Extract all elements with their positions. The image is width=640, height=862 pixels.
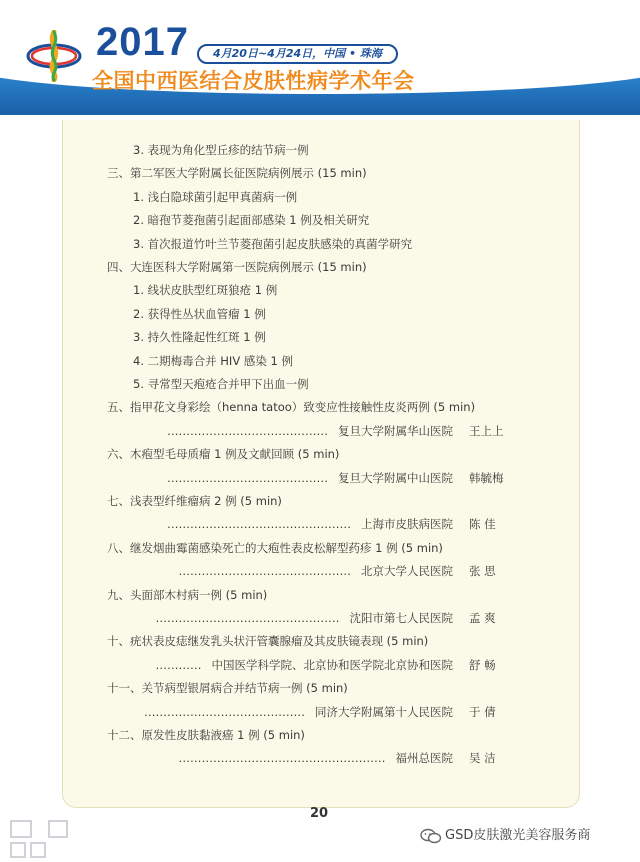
conference-title: 全国中西医结合皮肤性病学术年会 <box>92 69 415 93</box>
section-heading: 四、大连医科大学附属第一医院病例展示 (15 min) <box>107 260 367 274</box>
talk-speaker: 舒 畅 <box>469 657 496 672</box>
talk-attribution <box>167 468 515 488</box>
wechat-icon <box>420 828 442 844</box>
talk-title: 八、继发烟曲霉菌感染死亡的大疱性表皮松解型药疹 1 例 (5 min) <box>107 540 443 555</box>
conference-date-place: 4月20日~4月24日，中国 • 珠海 <box>197 44 398 64</box>
talk-dots: ………… <box>155 657 202 672</box>
talk-dots: ………………………………………… <box>155 611 340 625</box>
decorative-squares <box>8 818 72 862</box>
talk-affiliation: 中国医学科学院、北京协和医学院北京协和医院 <box>211 657 453 672</box>
talk-title: 九、头面部木村病一例 (5 min) <box>107 587 268 602</box>
case-item: 3. 首次报道竹叶兰节菱孢菌引起皮肤感染的真菌学研究 <box>133 236 413 251</box>
talk-dots: …………………………………… <box>144 704 305 719</box>
talk-speaker: 韩毓梅 <box>469 470 504 485</box>
talk-speaker: 于 倩 <box>469 704 496 719</box>
talk-affiliation: 复旦大学附属华山医院 <box>338 423 453 438</box>
case-item: 1. 浅白隐球菌引起甲真菌病一例 <box>133 189 298 204</box>
program-panel <box>62 120 580 808</box>
talk-title: 十二、原发性皮肤黏液癌 1 例 (5 min) <box>107 728 305 742</box>
talk-attribution <box>167 514 515 534</box>
case-item: 5. 寻常型天疱疮合并甲下出血一例 <box>133 377 309 391</box>
talk-attribution <box>179 748 516 768</box>
talk-speaker: 张 思 <box>469 564 496 579</box>
page-number: 20 <box>310 806 329 821</box>
conference-header <box>0 0 640 115</box>
talk-dots: ……………………………………… <box>178 564 351 579</box>
talk-affiliation: 沈阳市第七人民医院 <box>349 611 453 625</box>
talk-title: 七、浅表型纤维瘤病 2 例 (5 min) <box>107 494 282 508</box>
talk-attribution <box>144 702 515 722</box>
case-item: 4. 二期梅毒合并 HIV 感染 1 例 <box>133 353 293 368</box>
watermark <box>420 826 590 846</box>
talk-dots: ………………………………………… <box>167 517 351 532</box>
talk-speaker: 吴 洁 <box>469 751 496 766</box>
talk-affiliation: 上海市皮肤病医院 <box>361 517 453 532</box>
conference-year: 2017 <box>96 20 189 64</box>
talk-dots: …………………………………… <box>167 470 328 485</box>
talk-attribution <box>179 561 516 581</box>
talk-title: 十、疣状表皮痣继发乳头状汗管囊腺瘤及其皮肤镜表现 (5 min) <box>107 634 429 649</box>
talk-affiliation: 同济大学附属第十人民医院 <box>315 704 453 719</box>
case-item: 2. 获得性丛状血管瘤 1 例 <box>133 306 266 321</box>
talk-speaker: 王上上 <box>469 423 504 438</box>
talk-title: 六、木疱型毛母质瘤 1 例及文献回顾 (5 min) <box>107 447 340 462</box>
talk-affiliation: 福州总医院 <box>395 751 453 766</box>
talk-speaker: 陈 佳 <box>469 517 496 532</box>
talk-attribution <box>156 655 516 675</box>
talk-dots: ……………………………………………… <box>178 751 386 766</box>
section-heading: 三、第二军医大学附属长征医院病例展示 (15 min) <box>107 166 367 181</box>
talk-attribution <box>167 421 515 441</box>
talk-title: 五、指甲花文身彩绘（henna tatoo）致变应性接触性皮炎两例 (5 min) <box>107 400 476 415</box>
case-item: 2. 暗孢节菱孢菌引起面部感染 1 例及相关研究 <box>133 213 370 228</box>
case-item: 3. 表现为角化型丘疹的结节病一例 <box>133 143 309 157</box>
talk-speaker: 孟 爽 <box>469 611 496 625</box>
watermark-text: GSD皮肤激光美容服务商 <box>445 828 591 843</box>
talk-affiliation: 复旦大学附属中山医院 <box>338 470 453 485</box>
talk-affiliation: 北京大学人民医院 <box>361 564 453 579</box>
case-item: 3. 持久性隆起性红斑 1 例 <box>133 330 266 345</box>
talk-title: 十一、关节病型银屑病合并结节病一例 (5 min) <box>107 681 348 696</box>
talk-attribution <box>156 608 516 628</box>
conference-logo-icon <box>26 30 82 82</box>
talk-dots: …………………………………… <box>167 423 328 438</box>
case-item: 1. 线状皮肤型红斑狼疮 1 例 <box>133 283 278 298</box>
